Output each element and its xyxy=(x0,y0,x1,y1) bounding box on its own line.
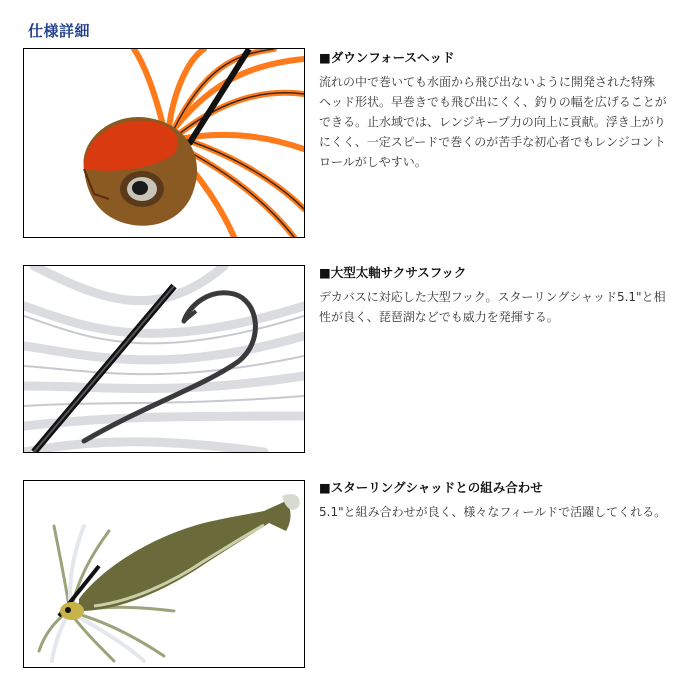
desc-line: ロールがしやすい。 xyxy=(319,155,427,169)
desc-line: にくく、一定スピードで巻くのが苦手な初心者でもレンジコント xyxy=(319,135,666,149)
section-title: 仕様詳細 xyxy=(28,22,91,40)
downforce-head-text xyxy=(319,50,687,172)
feature-heading: ■スターリングシャッドとの組み合わせ xyxy=(319,480,543,495)
hook-text xyxy=(319,265,687,327)
downforce-head-image xyxy=(23,48,305,238)
feature-heading: ■大型太軸サクサスフック xyxy=(319,265,467,280)
desc-line: できる。止水域では、レンジキープ力の向上に貢献。浮き上がり xyxy=(319,115,666,129)
desc-line: 5.1"と組み合わせが良く、様々なフィールドで活躍してくれる。 xyxy=(319,505,667,519)
desc-line: 性が良く、琵琶湖などでも威力を発揮する。 xyxy=(319,310,559,324)
shad-combo-text xyxy=(319,480,687,522)
feature-description xyxy=(319,72,687,172)
feature-heading: ■ダウンフォースヘッド xyxy=(319,50,455,65)
desc-line: デカバスに対応した大型フック。スターリングシャッド5.1"と相 xyxy=(319,290,666,304)
shad-combo-image xyxy=(23,480,305,668)
desc-line: ヘッド形状。早巻きでも飛び出にくく、釣りの幅を広げることが xyxy=(319,95,667,109)
desc-line: 流れの中で巻いても水面から飛び出ないように開発された特殊 xyxy=(319,75,656,89)
hook-image xyxy=(23,265,305,453)
feature-description xyxy=(319,502,687,522)
feature-description xyxy=(319,287,687,327)
